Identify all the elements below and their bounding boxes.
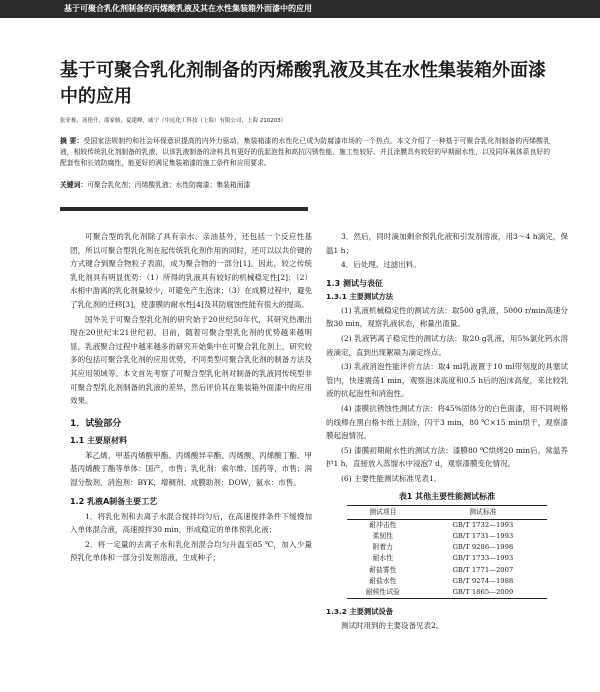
table-cell: 耐盐雾性 <box>369 565 397 574</box>
keywords-text: 可聚合乳化剂；丙烯酸乳液；水性防腐漆；集装箱面漆 <box>87 181 251 189</box>
table-row <box>347 531 547 542</box>
table-cell: GB/T 1733—1993 <box>452 554 514 563</box>
subsection-heading: 1.3 测试与表征 <box>326 278 383 288</box>
table-cell: GB/T 1731—1993 <box>452 531 514 540</box>
section-heading: 1．试验部分 <box>70 418 122 429</box>
subsection-heading: 1.1 主要原材料 <box>70 435 127 445</box>
abstract <box>60 136 550 169</box>
abstract-label: 摘 要： <box>60 137 84 145</box>
process-step: 4．后处理、过滤出料。 <box>341 260 421 270</box>
table-cell: GB/T 1771—2007 <box>452 565 514 574</box>
paper-title: 基于可聚合乳化剂制备的丙烯酸乳液及其在水性集装箱外面漆中的应用 <box>60 60 546 107</box>
table-row <box>347 553 547 564</box>
table-cell: 耐水性 <box>372 554 394 563</box>
table-row <box>347 576 547 587</box>
keywords <box>60 180 550 191</box>
equipment-paragraph: 测试时用到的主要设备见表2。 <box>341 621 444 631</box>
abstract-text: 受国家法规制约和社会环保意识提高的内外力驱动，集装箱漆的水性化已成为防腐漆市场的一个热点。本文介绍了一种基于可聚合乳化剂制备的丙烯酸乳液，相较传统乳化剂制备的乳液，以该乳液制备的涂料具有更好的低起泡性和高抗闪锈性能、施工性较好、并且涂膜具有较好的早期耐水性，以及同环氧体系良好的配套性和长效防腐性，能更好的满足集装箱漆的施工条件和应用要求。 <box>60 137 550 167</box>
right-column <box>326 230 568 634</box>
table-caption: 表1 其他主要性能测试标准 <box>398 491 496 501</box>
test-method: (3) 乳液消泡性能评价方法：取4 ml乳液置于10 ml带刻度的具塞试管内，快速震荡1 min，观察泡沫高度和0.5 h后的泡沫高度，来比较乳液的抗起泡性和消泡性。 <box>326 362 568 399</box>
test-method: (4) 漆膜抗锈蚀性测试方法：将45%固体分的白色面漆，用不同规格的线棒在黑白格卡纸上刮涂，闪干3 min，80 ℃×15 min烘干，观察漆膜起泡情况。 <box>326 403 568 441</box>
table-cell: 耐盐水性 <box>369 576 397 585</box>
intro-paragraph: 可聚合型的乳化剂除了具有亲水、亲油基外，还包括一个反应性基团，所以可聚合型乳化剂在起传统乳化剂作用的同时，还可以以共价键的方式键合到聚合物粒子表面，成为聚合物的一部分[1]。因此，较之传统乳化剂具有明显优势：（1）所得的乳液具有较好的机械稳定性[2]；（2）水相中游离的乳化剂量较少，可避免产生泡沫；（3）在成膜过程中，避免了乳化剂的迁移[3]，使漆膜的耐水性[4]及其防腐蚀性能有很大的提高。 <box>70 232 312 309</box>
running-header: 基于可聚合乳化剂制备的丙烯酸乳液及其在水性集装箱外面漆中的应用 <box>0 0 600 18</box>
table-cell: GB/T 9274—1988 <box>452 576 514 585</box>
intro-paragraph: 国外关于可聚合型乳化剂的研究始于20世纪50年代，其研究热潮出现在20世纪末21世纪初。目前，随着可聚合型乳化剂的优势越来越明显，乳液聚合过程中越来越多的研究开始集中在可聚合乳化剂上，研究较多的包括可聚合乳化剂的应用优势，不同类型可聚合乳化剂的制备方法及其应用领域等。本文首先考察了可聚合型乳化剂对制备的乳液同传统型非可聚合型乳化剂制备的乳液的差异，然后评价其在集装箱外面漆中的应用效果。 <box>70 314 312 406</box>
table-row <box>347 519 547 531</box>
materials-paragraph: 苯乙烯、甲基丙烯酸甲酯、丙烯酸异辛酯、丙烯酸、丙烯酸丁酯、甲基丙烯酸丁酯等单体：国产，市售；乳化剂：索尔维、国药等，市售；润湿分散剂、消泡剂：BYK，增稠剂、成膜助剂：DOW，氨水：市售。 <box>70 450 312 487</box>
section-divider <box>60 207 308 211</box>
left-column <box>70 230 312 566</box>
table-row <box>347 565 547 576</box>
process-step: 1．将乳化剂和去离子水混合搅拌均匀后，在高速搅拌条件下缓慢加入单体混合液，高速搅拌30 min，形成稳定的单体预乳化液； <box>70 511 312 535</box>
table-cell: 耐冲击性 <box>369 520 397 529</box>
table-header: 测试标准 <box>419 505 547 519</box>
test-method: (5) 漆膜初期耐水性的测试方法：漆膜80 ℃烘烤20 min后，常温养护1 h，直接放入蒸馏水中浸泡7 d，观察漆膜变化情况。 <box>326 445 568 469</box>
table-cell: 附着力 <box>372 543 394 552</box>
process-step: 3．然后，同时滴加剩余预乳化液和引发剂溶液，用3～4 h滴完，保温1 h； <box>326 232 568 255</box>
subsection-heading: 1.2 乳液A制备主要工艺 <box>70 496 158 506</box>
authors-line: 张亚栋，汤艳升，邵家骏，夏建峰，戚宁（中远化工科技（上海）有限公司，上海 210203） <box>60 118 287 124</box>
subsubsection-heading: 1.3.1 主要测试方法 <box>326 291 394 301</box>
table-cell: 柔韧性 <box>372 531 394 540</box>
standards-table <box>347 505 547 600</box>
table-cell: GB/T 1865—2009 <box>419 587 547 599</box>
table-row <box>347 587 547 599</box>
process-step: 2．将一定量的去离子水和乳化剂混合均匀升温至85 ℃，加入少量预乳化单体和一部分引发剂溶液，生成种子； <box>70 539 312 563</box>
keywords-label: 关键词： <box>60 181 88 189</box>
table-header: 测试项目 <box>347 505 419 519</box>
table-cell: 耐候性试验 <box>347 587 419 599</box>
test-method: (6) 主要性能测试标准见表1。 <box>341 473 442 483</box>
test-method: (2) 乳液钙离子稳定性的测试方法：取20 g乳液，用5%氯化钙水溶液滴定，直到出现絮凝为滴定终点。 <box>326 333 568 357</box>
table-cell: GB/T 1732—1993 <box>452 520 514 529</box>
table-cell: GB/T 9286—1998 <box>452 543 514 552</box>
table-row <box>347 542 547 553</box>
subsubsection-heading: 1.3.2 主要测试设备 <box>326 607 394 617</box>
test-method: (1) 乳液机械稳定性的测试方法：取500 g乳液，5000 r/min高速分散30 min，观察乳液状态，称量出渣量。 <box>326 305 568 329</box>
